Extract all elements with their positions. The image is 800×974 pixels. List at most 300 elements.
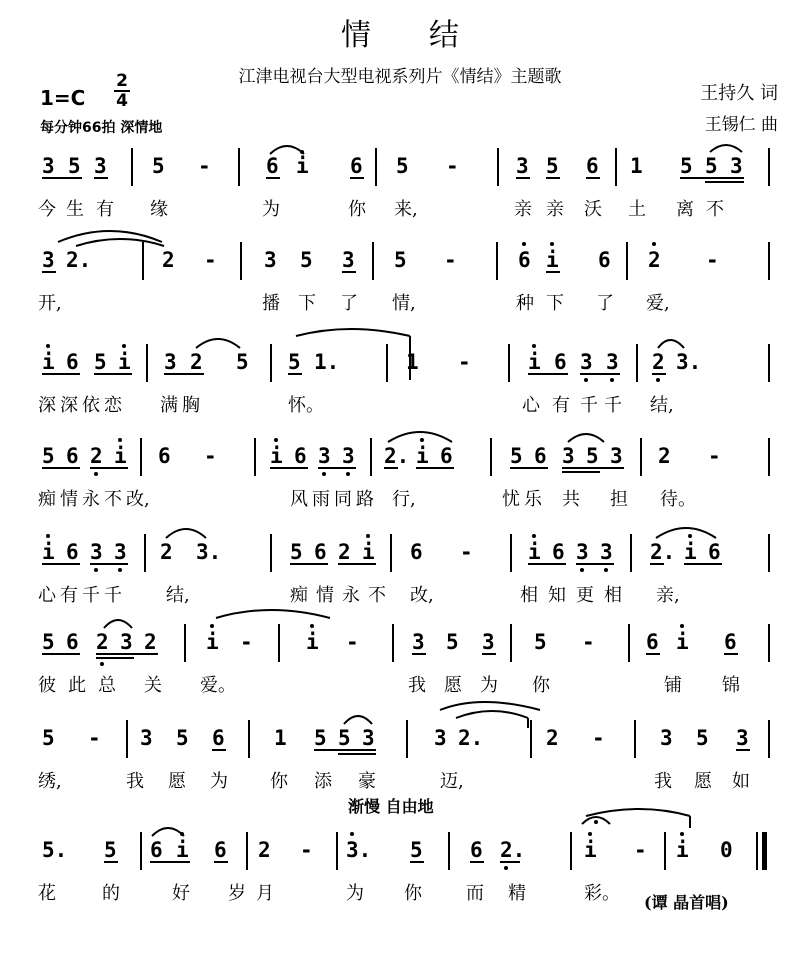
bar-line [640, 438, 642, 476]
lyric: 忧 [502, 489, 520, 510]
note: 5 [42, 444, 55, 468]
note: 1 [274, 726, 287, 750]
note: 3. [196, 540, 222, 564]
lyric: 共 [562, 489, 580, 510]
note: 2 [546, 726, 559, 750]
lyric: 结, [166, 585, 190, 606]
note: 1 [406, 350, 419, 374]
note: 2. [458, 726, 484, 750]
lyrics-line [0, 198, 800, 226]
lyric: 担 [610, 489, 628, 510]
lyric: 播 [262, 293, 280, 314]
note: - [582, 630, 595, 654]
note: 5 [394, 248, 407, 272]
note: 6 [66, 540, 79, 564]
note: - [204, 248, 217, 272]
lyric: 我 [126, 771, 144, 792]
time-signature-top: 2 [114, 72, 130, 92]
note: 6 [150, 838, 163, 862]
note: i [42, 540, 55, 564]
lyrics-line [0, 674, 800, 702]
note: - [444, 248, 457, 272]
note: 3 [90, 540, 103, 564]
note: 6 [440, 444, 453, 468]
note: 6 [470, 838, 483, 862]
lyric: 的 [102, 883, 120, 904]
note: 3 [434, 726, 447, 750]
note: 5 [300, 248, 313, 272]
lyric: 改, [410, 585, 434, 606]
note: 2 [338, 540, 351, 564]
bar-line [386, 344, 388, 382]
note: - [240, 630, 253, 654]
lyric: 种 [516, 293, 534, 314]
note: 6 [410, 540, 423, 564]
note: 3 [140, 726, 153, 750]
notes-line [0, 534, 800, 578]
lyric: 怀。 [288, 395, 324, 416]
lyric: 为 [346, 883, 364, 904]
note: 3 [362, 726, 375, 750]
lyric: 锦 [722, 675, 740, 696]
lyric: 痴 [38, 489, 56, 510]
note: 2 [162, 248, 175, 272]
bar-line [254, 438, 256, 476]
lyric: 下 [546, 293, 564, 314]
note: 5 [510, 444, 523, 468]
note: 2 [658, 444, 671, 468]
lyric: 沃 [584, 199, 602, 220]
note: - [446, 154, 459, 178]
note: 2 [258, 838, 271, 862]
lyric: 相 [520, 585, 538, 606]
lyric: 为 [262, 199, 280, 220]
lyric: 千 [82, 585, 100, 606]
note: 2 [648, 248, 661, 272]
note: 5 [314, 726, 327, 750]
final-bar-line [762, 832, 767, 870]
lyric: 为 [210, 771, 228, 792]
notes-line [0, 148, 800, 192]
note: 5 [68, 154, 81, 178]
lyric: 千 [104, 585, 122, 606]
note: 6 [554, 350, 567, 374]
lyric: 此 [68, 675, 86, 696]
lyric: 愿 [694, 771, 712, 792]
note: 5 [680, 154, 693, 178]
note: - [88, 726, 101, 750]
lyric: 雨 [312, 489, 330, 510]
note: 5 [176, 726, 189, 750]
lyric: 添 [314, 771, 332, 792]
bar-line [634, 720, 636, 758]
lyric: 来, [394, 199, 418, 220]
tempo-marking: 每分钟66拍 深情地 [40, 120, 163, 136]
note: 5 [534, 630, 547, 654]
note: i [206, 630, 219, 654]
lyric: 永 [82, 489, 100, 510]
note: 2. [384, 444, 410, 468]
bar-line [530, 720, 532, 758]
bar-line [497, 148, 499, 186]
lyric: 我 [654, 771, 672, 792]
lyrics-line [0, 394, 800, 422]
note: i [176, 838, 189, 862]
note: 2 [144, 630, 157, 654]
note: 3 [516, 154, 529, 178]
note: 6 [158, 444, 171, 468]
lyric: 彼 [38, 675, 56, 696]
lyric: 月 [256, 883, 274, 904]
lyric: 路 [356, 489, 374, 510]
note: - [346, 630, 359, 654]
bar-line [756, 832, 758, 870]
bar-line [270, 344, 272, 382]
lyric: 情, [392, 293, 416, 314]
lyric: 有 [60, 585, 78, 606]
bar-line [278, 624, 280, 662]
note: 6 [708, 540, 721, 564]
lyric: 千 [580, 395, 598, 416]
note: 3 [606, 350, 619, 374]
bar-line [144, 534, 146, 572]
lyric: 不 [368, 585, 386, 606]
lyric: 改, [126, 489, 150, 510]
note: 5 [104, 838, 117, 862]
lyric: 如 [732, 771, 750, 792]
lyric: 心 [38, 585, 56, 606]
bar-line [628, 624, 630, 662]
notes-line [0, 720, 800, 764]
bar-line [140, 832, 142, 870]
note: 6 [350, 154, 363, 178]
note: i [362, 540, 375, 564]
lyric: 结, [650, 395, 674, 416]
lyric: 胸 [182, 395, 200, 416]
note: i [546, 248, 559, 272]
note: 0 [720, 838, 733, 862]
lyric: 同 [334, 489, 352, 510]
lyric: 更 [576, 585, 594, 606]
note: 6 [724, 630, 737, 654]
bar-line [768, 624, 770, 662]
note: 3 [42, 248, 55, 272]
lyric: 爱。 [200, 675, 236, 696]
notes-line [0, 624, 800, 668]
note: 6 [314, 540, 327, 564]
note: 3 [412, 630, 425, 654]
note: - [460, 540, 473, 564]
lyric: 豪 [358, 771, 376, 792]
note: 5 [338, 726, 351, 750]
note: 3 [600, 540, 613, 564]
lyric: 绣, [38, 771, 62, 792]
bar-line [768, 438, 770, 476]
song-subtitle: 江津电视台大型电视系列片《情结》主题歌 [238, 67, 562, 87]
lyrics-line [0, 584, 800, 612]
lyric: 情 [316, 585, 334, 606]
lyric: 愿 [168, 771, 186, 792]
lyric: 而 [466, 883, 484, 904]
lyric: 相 [604, 585, 622, 606]
note: 3 [94, 154, 107, 178]
note: i [528, 350, 541, 374]
note: 5 [236, 350, 249, 374]
lyric: 爱, [646, 293, 670, 314]
lyric: 深 [60, 395, 78, 416]
bar-line [664, 832, 666, 870]
lyric: 愿 [444, 675, 462, 696]
note: 5 [546, 154, 559, 178]
lyric: 开, [38, 293, 62, 314]
notes-line [0, 344, 800, 388]
note: 6 [266, 154, 279, 178]
song-title: 情结 [341, 18, 517, 53]
note: i [270, 444, 283, 468]
bar-line [768, 720, 770, 758]
lyric: 痴 [290, 585, 308, 606]
note: 6 [294, 444, 307, 468]
note: 5 [586, 444, 599, 468]
note: - [204, 444, 217, 468]
note: 6 [66, 444, 79, 468]
note: 5 [42, 630, 55, 654]
bar-line [626, 242, 628, 280]
note: 6 [646, 630, 659, 654]
note: 5 [152, 154, 165, 178]
note: 2. [66, 248, 92, 272]
note: 5 [446, 630, 459, 654]
note: i [42, 350, 55, 374]
note: 2 [652, 350, 665, 374]
bar-line [375, 148, 377, 186]
bar-line [140, 438, 142, 476]
notes-line [0, 832, 800, 876]
bar-line [768, 534, 770, 572]
time-signature [114, 72, 130, 110]
note: 2 [90, 444, 103, 468]
note: 2 [96, 630, 109, 654]
lyric: 好 [172, 883, 190, 904]
note: 6 [552, 540, 565, 564]
lyric: 心 [522, 395, 540, 416]
lyric: 关 [144, 675, 162, 696]
note: i [306, 630, 319, 654]
lyric: 我 [408, 675, 426, 696]
lyric: 不 [104, 489, 122, 510]
lyric: 依 [82, 395, 100, 416]
note: 3 [264, 248, 277, 272]
lyric: 风 [290, 489, 308, 510]
note: 3 [660, 726, 673, 750]
note: 3 [562, 444, 575, 468]
note: i [118, 350, 131, 374]
lyric: 你 [270, 771, 288, 792]
bar-line [184, 624, 186, 662]
note: - [708, 444, 721, 468]
bar-line [570, 832, 572, 870]
note: 6 [586, 154, 599, 178]
lyric: 生 [66, 199, 84, 220]
note: 3 [114, 540, 127, 564]
composer-credit: 王锡仁 曲 [704, 115, 778, 135]
note: 6 [534, 444, 547, 468]
lyric: 情 [60, 489, 78, 510]
note: 1 [630, 154, 643, 178]
bar-line [496, 242, 498, 280]
note: 6 [598, 248, 611, 272]
note: 2 [190, 350, 203, 374]
bar-line [510, 624, 512, 662]
note: i [584, 838, 597, 862]
lyric: 你 [404, 883, 422, 904]
note: i [416, 444, 429, 468]
note: 3 [342, 248, 355, 272]
bar-line [270, 534, 272, 572]
bar-line [142, 242, 144, 280]
lyric: 满 [160, 395, 178, 416]
note: 5 [42, 726, 55, 750]
note: 3 [610, 444, 623, 468]
note: 5 [410, 838, 423, 862]
bar-line [131, 148, 133, 186]
lyric: 亲, [656, 585, 680, 606]
bar-line [336, 832, 338, 870]
note: 3 [736, 726, 749, 750]
note: 6 [66, 630, 79, 654]
lyric: 待。 [660, 489, 696, 510]
note: 3 [576, 540, 589, 564]
bar-line [126, 720, 128, 758]
note: 5 [696, 726, 709, 750]
note: - [198, 154, 211, 178]
bar-line [768, 242, 770, 280]
note: i [114, 444, 127, 468]
lyric: 土 [628, 199, 646, 220]
bar-line [448, 832, 450, 870]
bar-line [636, 344, 638, 382]
note: 6 [214, 838, 227, 862]
note: 6 [518, 248, 531, 272]
note: i [676, 630, 689, 654]
bar-line [630, 534, 632, 572]
note: i [676, 838, 689, 862]
lyric: 岁 [228, 883, 246, 904]
lyric: 不 [706, 199, 724, 220]
lyric: 永 [342, 585, 360, 606]
bar-line [615, 148, 617, 186]
note: 5 [94, 350, 107, 374]
bar-line [390, 534, 392, 572]
lyric: 花 [38, 883, 56, 904]
lyrics-line [0, 292, 800, 320]
note: 3 [318, 444, 331, 468]
lyric: 迈, [440, 771, 464, 792]
expression-marking: 渐慢 自由地 [348, 797, 434, 816]
bar-line [510, 534, 512, 572]
bar-line [406, 720, 408, 758]
lyric: 为 [480, 675, 498, 696]
bar-line [246, 832, 248, 870]
note: 3 [482, 630, 495, 654]
performer-credit: (谭 晶首唱) [644, 893, 729, 912]
lyric: 缘 [150, 199, 168, 220]
notes-line [0, 242, 800, 286]
note: 5 [705, 154, 718, 178]
lyric: 精 [508, 883, 526, 904]
bar-line [392, 624, 394, 662]
lyric: 铺 [664, 675, 682, 696]
note: 6 [66, 350, 79, 374]
bar-line [768, 148, 770, 186]
lyric: 你 [532, 675, 550, 696]
note: 6 [212, 726, 225, 750]
lyric: 离 [676, 199, 694, 220]
bar-line [238, 148, 240, 186]
lyric: 总 [98, 675, 116, 696]
note: 3 [120, 630, 133, 654]
lyric: 亲 [546, 199, 564, 220]
bar-line [248, 720, 250, 758]
bar-line [490, 438, 492, 476]
note: - [300, 838, 313, 862]
note: 1. [314, 350, 340, 374]
bar-line [768, 344, 770, 382]
lyric: 千 [604, 395, 622, 416]
note: - [706, 248, 719, 272]
note: 2 [160, 540, 173, 564]
note: 5 [396, 154, 409, 178]
key-signature: 1=C [40, 86, 86, 110]
lyric: 乐 [524, 489, 542, 510]
note: i [684, 540, 697, 564]
note: 5. [42, 838, 68, 862]
time-signature-bottom: 4 [116, 91, 128, 111]
note: i [296, 154, 309, 178]
lyric: 下 [298, 293, 316, 314]
lyric: 今 [38, 199, 56, 220]
note: - [458, 350, 471, 374]
note: - [592, 726, 605, 750]
bar-line [240, 242, 242, 280]
lyric: 你 [348, 199, 366, 220]
note: 2. [650, 540, 676, 564]
lyric: 亲 [514, 199, 532, 220]
note: 3 [164, 350, 177, 374]
lyric: 恋 [104, 395, 122, 416]
note: 3 [580, 350, 593, 374]
lyric: 有 [96, 199, 114, 220]
lyricist-credit: 王持久 词 [700, 83, 778, 104]
notes-line [0, 438, 800, 482]
note: 5 [288, 350, 301, 374]
note: 3 [42, 154, 55, 178]
lyric: 深 [38, 395, 56, 416]
note: i [528, 540, 541, 564]
bar-line [370, 438, 372, 476]
bar-line [508, 344, 510, 382]
lyric: 了 [596, 293, 614, 314]
note: 5 [290, 540, 303, 564]
bar-line [372, 242, 374, 280]
bar-line [146, 344, 148, 382]
lyric: 知 [548, 585, 566, 606]
lyrics-line [0, 488, 800, 516]
lyric: 彩。 [584, 883, 620, 904]
note: - [634, 838, 647, 862]
lyric: 行, [392, 489, 416, 510]
lyric: 有 [552, 395, 570, 416]
